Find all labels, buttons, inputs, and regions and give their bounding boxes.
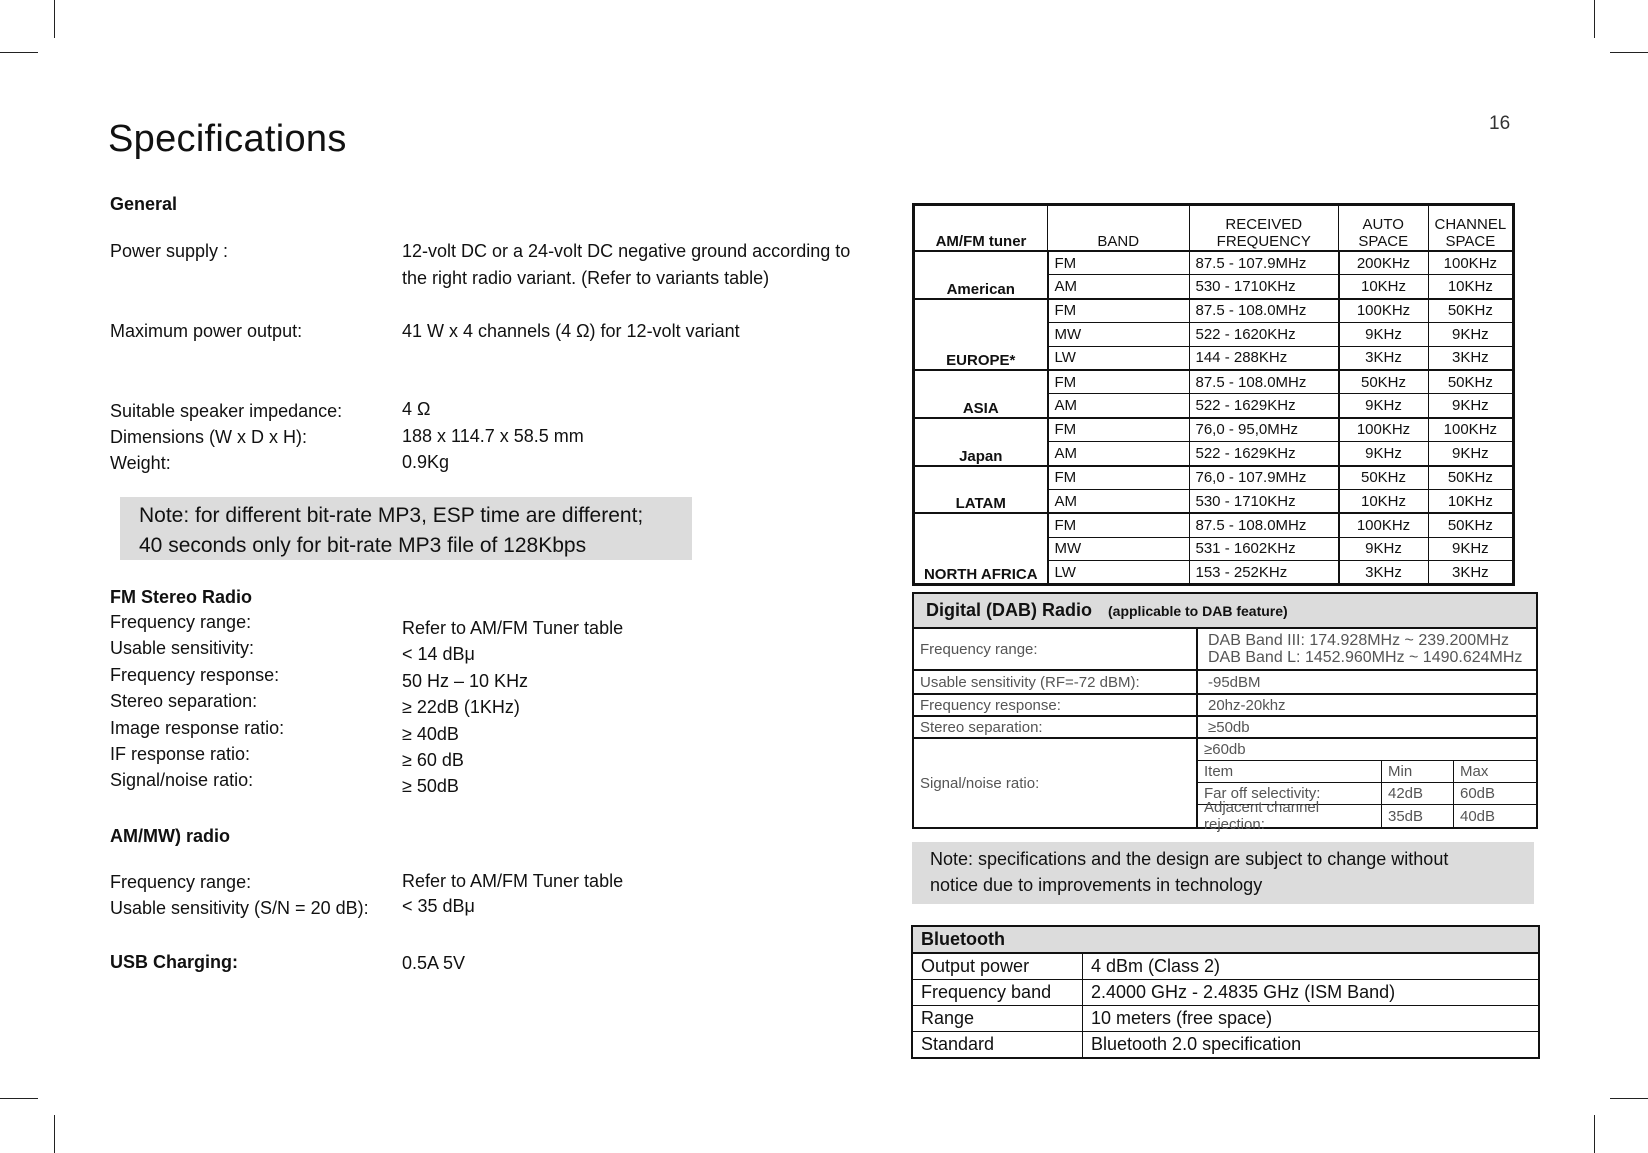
tuner-band: FM [1048,370,1190,394]
freq-col-header: RECEIVED FREQUENCY [1189,205,1339,252]
dab-resp-value: 20hz-20khz [1208,696,1286,714]
power-supply-line1: 12-volt DC or a 24-volt DC negative ground according to [402,241,851,261]
dab-sn-value: ≥60db [1204,741,1246,758]
tuner-frequency: 76,0 - 107.9MHz [1189,466,1339,490]
weight-label: Weight: [110,453,171,473]
tuner-row [914,370,1514,394]
tuner-auto-space: 10KHz [1339,489,1429,513]
dab-sub-item: Far off selectivity: [1198,783,1382,804]
dab-row-signal-noise [914,739,1536,833]
tuner-band: AM [1048,394,1190,418]
tuner-band: AM [1048,442,1190,466]
dab-sn-label: Signal/noise ratio: [914,739,1198,827]
dab-row-frequency [914,629,1536,671]
bluetooth-row [912,980,1539,1006]
tuner-auto-space: 9KHz [1339,323,1429,346]
dab-freq-label: Frequency range: [914,629,1198,669]
tuner-frequency: 522 - 1620KHz [1189,323,1339,346]
tuner-row [914,299,1514,323]
dab-row-response [914,695,1536,717]
fm-spec-value: ≥ 50dB [402,776,459,797]
channel-col-header: CHANNEL SPACE [1428,205,1514,252]
tuner-band: FM [1048,299,1190,323]
fm-spec-value: ≥ 22dB (1KHz) [402,697,520,718]
fm-spec-label: Usable sensitivity: [110,638,255,659]
tuner-channel-space: 9KHz [1428,442,1514,466]
tuner-region: Japan [914,418,1048,466]
power-supply-line2: the right radio variant. (Refer to variants table) [402,268,770,288]
fm-spec-value: ≥ 60 dB [402,750,464,770]
tuner-band: FM [1048,418,1190,442]
tuner-col-header: AM/FM tuner [914,205,1048,252]
note-mp3-line1: Note: for different bit-rate MP3, ESP time are different; [139,504,644,527]
bluetooth-value: 2.4000 GHz - 2.4835 GHz (ISM Band) [1083,980,1540,1006]
dab-header [914,594,1536,629]
fm-spec-label: Image response ratio: [110,717,285,738]
tuner-band: FM [1048,251,1190,275]
bluetooth-row [912,1006,1539,1032]
crop-mark [54,0,55,38]
dab-row-sensitivity [914,671,1536,695]
dab-freq-value [1198,629,1536,669]
max-power-value: 41 W x 4 channels (4 Ω) for 12-volt variant [402,321,740,341]
tuner-channel-space: 100KHz [1428,251,1514,275]
usb-label: USB Charging: [110,952,238,972]
dab-sep-value: ≥50db [1208,718,1250,736]
tuner-frequency: 144 - 288KHz [1189,346,1339,370]
tuner-band: AM [1048,489,1190,513]
bluetooth-table [911,925,1540,1059]
tuner-channel-space: 50KHz [1428,370,1514,394]
tuner-band: MW [1048,323,1190,346]
am-freq-label: Frequency range: [110,872,252,892]
am-sens-value: < 35 dBμ [402,896,475,916]
tuner-frequency: 531 - 1602KHz [1189,537,1339,560]
note-change-line2: notice due to improvements in technology [930,875,1263,895]
tuner-auto-space: 10KHz [1339,275,1429,299]
dab-sens-label: Usable sensitivity (RF=-72 dBM): [914,671,1198,693]
tuner-frequency: 76,0 - 95,0MHz [1189,418,1339,442]
fm-heading: FM Stereo Radio [110,587,253,607]
note-mp3-line2: 40 seconds only for bit-rate MP3 file of 128Kbps [139,534,587,557]
tuner-frequency: 87.5 - 108.0MHz [1189,299,1339,323]
dab-sub-header [1198,761,1536,783]
tuner-channel-space: 100KHz [1428,418,1514,442]
fm-spec-label: Frequency response: [110,664,280,685]
tuner-band: AM [1048,275,1190,299]
fm-spec-label: IF response ratio: [110,744,251,764]
fm-spec-value: 50 Hz – 10 KHz [402,670,529,691]
tuner-frequency: 530 - 1710KHz [1189,489,1339,513]
bluetooth-key: Standard [912,1032,1083,1059]
tuner-frequency: 530 - 1710KHz [1189,275,1339,299]
dab-sens-value: -95dBM [1208,673,1261,691]
am-heading: AM/MW) radio [110,826,230,846]
tuner-band: LW [1048,346,1190,370]
tuner-channel-space: 3KHz [1428,561,1514,585]
fm-spec-label: Stereo separation: [110,691,258,712]
tuner-table [912,203,1515,586]
tuner-region: LATAM [914,466,1048,514]
note-mp3 [120,497,692,560]
bluetooth-value: Bluetooth 2.0 specification [1083,1032,1540,1059]
tuner-channel-space: 50KHz [1428,513,1514,537]
bluetooth-key: Range [912,1006,1083,1032]
tuner-auto-space: 200KHz [1339,251,1429,275]
tuner-channel-space: 10KHz [1428,489,1514,513]
page-number: 16 [1489,113,1511,134]
impedance-label: Suitable speaker impedance: [110,401,343,421]
band-col-header: BAND [1048,205,1190,252]
tuner-channel-space: 50KHz [1428,466,1514,490]
power-supply-label: Power supply : [110,241,229,261]
bluetooth-value: 10 meters (free space) [1083,1006,1540,1032]
tuner-region: NORTH AFRICA [914,513,1048,585]
tuner-auto-space: 50KHz [1339,466,1429,490]
dab-sub-row [1198,799,1536,833]
dab-sn-subgrid [1198,739,1536,833]
crop-mark [1610,52,1648,53]
tuner-channel-space: 9KHz [1428,394,1514,418]
bluetooth-key: Output power [912,953,1083,980]
tuner-region: ASIA [914,370,1048,418]
tuner-auto-space: 9KHz [1339,537,1429,560]
dab-table [912,592,1538,833]
power-supply-value [402,238,850,292]
tuner-auto-space: 100KHz [1339,299,1429,323]
tuner-band: MW [1048,537,1190,560]
dab-sub-min: 35dB [1382,805,1454,827]
max-power-label: Maximum power output: [110,321,303,341]
bluetooth-row [912,953,1539,980]
fm-spec-label: Frequency range: [110,612,252,632]
tuner-band: FM [1048,513,1190,537]
tuner-table-header [914,205,1514,252]
crop-mark [1594,1115,1595,1153]
fm-spec-value: < 14 dBμ [402,644,475,665]
tuner-band: LW [1048,561,1190,585]
tuner-frequency: 87.5 - 108.0MHz [1189,513,1339,537]
dab-sub-item-header: Item [1198,761,1382,782]
tuner-channel-space: 3KHz [1428,346,1514,370]
bluetooth-key: Frequency band [912,980,1083,1006]
auto-col-header: AUTO SPACE [1339,205,1429,252]
bluetooth-value: 4 dBm (Class 2) [1083,953,1540,980]
dab-sub-max: 40dB [1460,807,1496,825]
dab-sub-item: Adjacent channel rejection: [1198,805,1382,827]
weight-value: 0.9Kg [402,452,450,472]
bluetooth-heading: Bluetooth [912,926,1539,953]
dab-resp-label: Frequency response: [914,695,1198,715]
dab-sn-value-row [1198,739,1536,761]
tuner-frequency: 87.5 - 107.9MHz [1189,251,1339,275]
tuner-auto-space: 100KHz [1339,418,1429,442]
dab-sub-min-header: Min [1382,761,1454,782]
dimensions-label: Dimensions (W x D x H): [110,427,308,447]
tuner-auto-space: 9KHz [1339,442,1429,466]
am-sens-label: Usable sensitivity (S/N = 20 dB): [110,898,369,918]
impedance-value: 4 Ω [402,399,431,419]
tuner-channel-space: 50KHz [1428,299,1514,323]
tuner-auto-space: 9KHz [1339,394,1429,418]
tuner-channel-space: 10KHz [1428,275,1514,299]
crop-mark [1610,1098,1648,1099]
fm-spec-value: Refer to AM/FM Tuner table [402,618,624,638]
tuner-region: American [914,251,1048,299]
tuner-auto-space: 3KHz [1339,346,1429,370]
tuner-band: FM [1048,466,1190,490]
crop-mark [0,52,38,53]
fm-spec-value: ≥ 40dB [402,723,459,744]
dab-sub-max: 60dB [1460,785,1496,802]
am-freq-value: Refer to AM/FM Tuner table [402,871,624,891]
tuner-auto-space: 50KHz [1339,370,1429,394]
note-change [912,842,1534,904]
fm-spec-label: Signal/noise ratio: [110,770,254,791]
tuner-frequency: 87.5 - 108.0MHz [1189,370,1339,394]
tuner-auto-space: 100KHz [1339,513,1429,537]
tuner-row [914,513,1514,537]
usb-value: 0.5A 5V [402,953,466,973]
dab-row-separation [914,717,1536,739]
crop-mark [0,1098,38,1099]
bluetooth-row [912,1032,1539,1059]
tuner-auto-space: 3KHz [1339,561,1429,585]
dab-freq-line2: DAB Band L: 1452.960MHz ~ 1490.624MHz [1208,649,1523,666]
tuner-channel-space: 9KHz [1428,537,1514,560]
page-title: Specifications [108,118,347,160]
tuner-row [914,418,1514,442]
dimensions-value: 188 x 114.7 x 58.5 mm [402,426,584,446]
crop-mark [1594,0,1595,38]
tuner-row [914,251,1514,275]
dab-title: Digital (DAB) Radio [926,600,1092,620]
dab-freq-line1: DAB Band III: 174.928MHz ~ 239.200MHz [1208,632,1510,649]
dab-subtitle: (applicable to DAB feature) [1108,602,1288,619]
dab-sub-min: 42dB [1382,783,1454,804]
tuner-frequency: 522 - 1629KHz [1189,394,1339,418]
crop-mark [54,1115,55,1153]
tuner-row [914,466,1514,490]
general-heading: General [110,194,178,214]
dab-sep-label: Stereo separation: [914,717,1198,737]
dab-sub-max-header: Max [1460,763,1489,780]
tuner-frequency: 522 - 1629KHz [1189,442,1339,466]
tuner-channel-space: 9KHz [1428,323,1514,346]
tuner-frequency: 153 - 252KHz [1189,561,1339,585]
note-change-line1: Note: specifications and the design are subject to change without [930,849,1449,869]
tuner-region: EUROPE* [914,299,1048,370]
